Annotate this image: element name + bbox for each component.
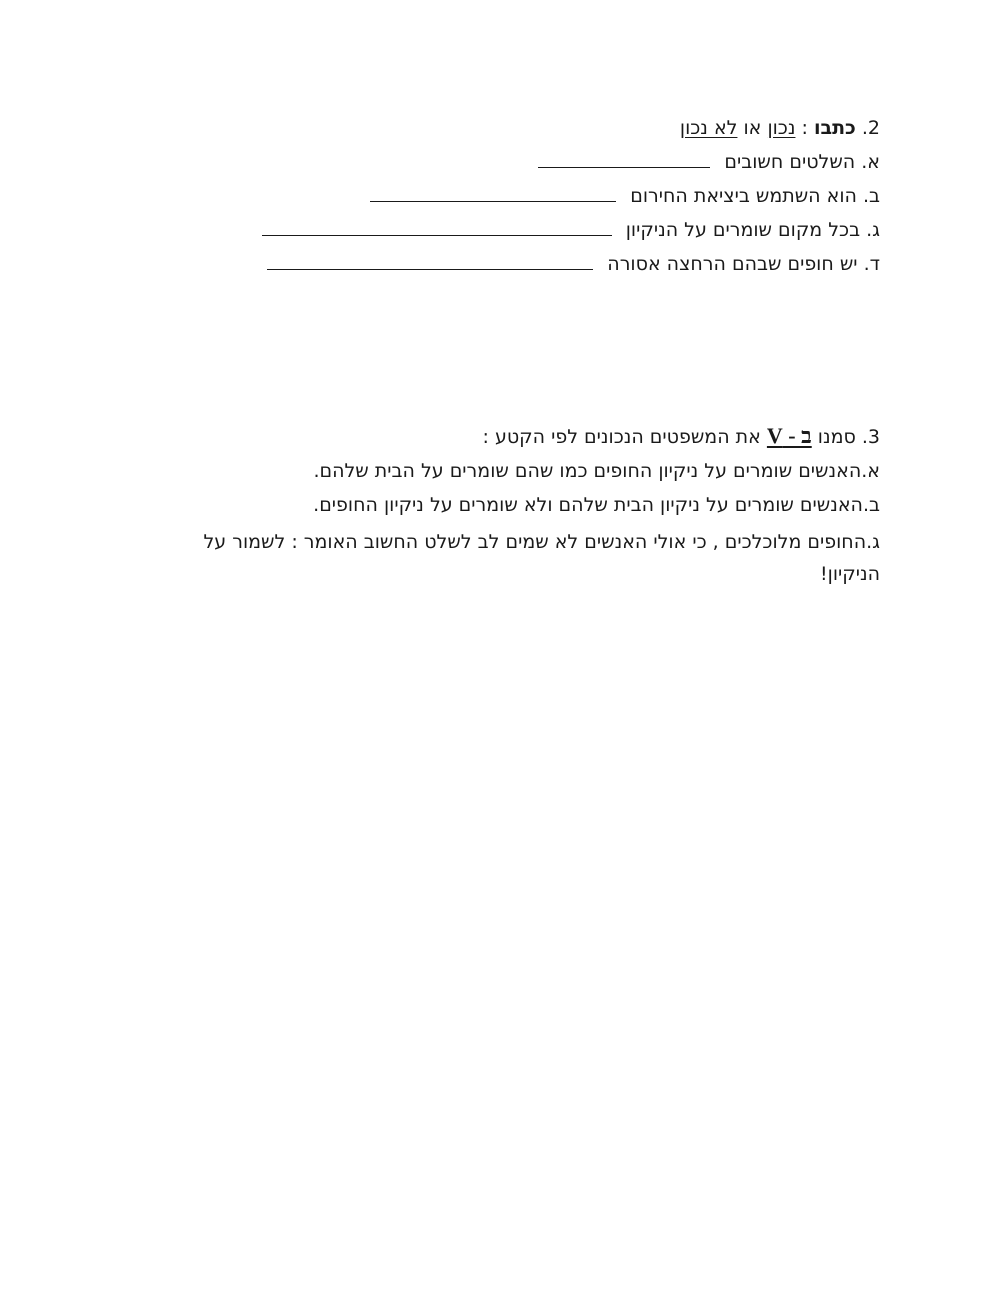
q3-item-letter: ג. <box>866 531 880 553</box>
q2-colon: : <box>801 117 808 139</box>
q2-option-false: לא נכון <box>679 117 738 139</box>
q3-item-text: האנשים שומרים על ניקיון החופים כמו שהם שומרים על הבית שלהם. <box>313 460 862 482</box>
q2-item-d <box>267 251 880 277</box>
q2-or: או <box>743 117 762 139</box>
q2-number: 2. <box>861 117 880 139</box>
q3-header <box>483 423 880 450</box>
q3-item-a[interactable] <box>313 458 880 484</box>
answer-blank[interactable] <box>538 149 710 168</box>
q3-item-b[interactable] <box>313 492 880 518</box>
q2-item-letter: א. <box>861 151 880 173</box>
q2-item-c <box>262 217 880 243</box>
answer-blank[interactable] <box>262 217 612 236</box>
q2-item-a <box>538 149 880 175</box>
q2-item-text: יש חופים שבהם הרחצה אסורה <box>607 253 858 275</box>
q3-item-letter: א. <box>861 460 880 482</box>
q2-item-letter: ג. <box>866 219 880 241</box>
q2-item-b <box>370 183 880 209</box>
q3-number: 3. <box>861 426 880 448</box>
q2-item-letter: ד. <box>863 253 880 275</box>
q3-item-letter: ב. <box>862 494 880 516</box>
q2-option-true: נכון <box>767 117 796 139</box>
q2-item-text: השלטים חשובים <box>724 151 856 173</box>
answer-blank[interactable] <box>267 251 593 270</box>
q2-header <box>680 115 880 141</box>
q2-item-letter: ב. <box>862 185 880 207</box>
answer-blank[interactable] <box>370 183 616 202</box>
q3-item-text: החופים מלוכלכים , כי אולי האנשים לא שמים לב לשלט החשוב האומר : לשמור על הניקיון! <box>203 531 880 585</box>
q3-prefix: סמנו <box>817 426 856 448</box>
q3-item-text: האנשים שומרים על ניקיון הבית שלהם ולא שומרים על ניקיון החופים. <box>313 494 863 516</box>
q2-instruction: כתבו <box>813 117 856 139</box>
q3-item-c[interactable] <box>175 526 880 590</box>
q2-item-text: הוא השתמש ביציאת החירום <box>630 185 857 207</box>
q2-item-text: בכל מקום שומרים על הניקיון <box>625 219 861 241</box>
q3-suffix: את המשפטים הנכונים לפי הקטע : <box>482 426 761 448</box>
q3-v-mark: ב - V <box>766 423 812 448</box>
